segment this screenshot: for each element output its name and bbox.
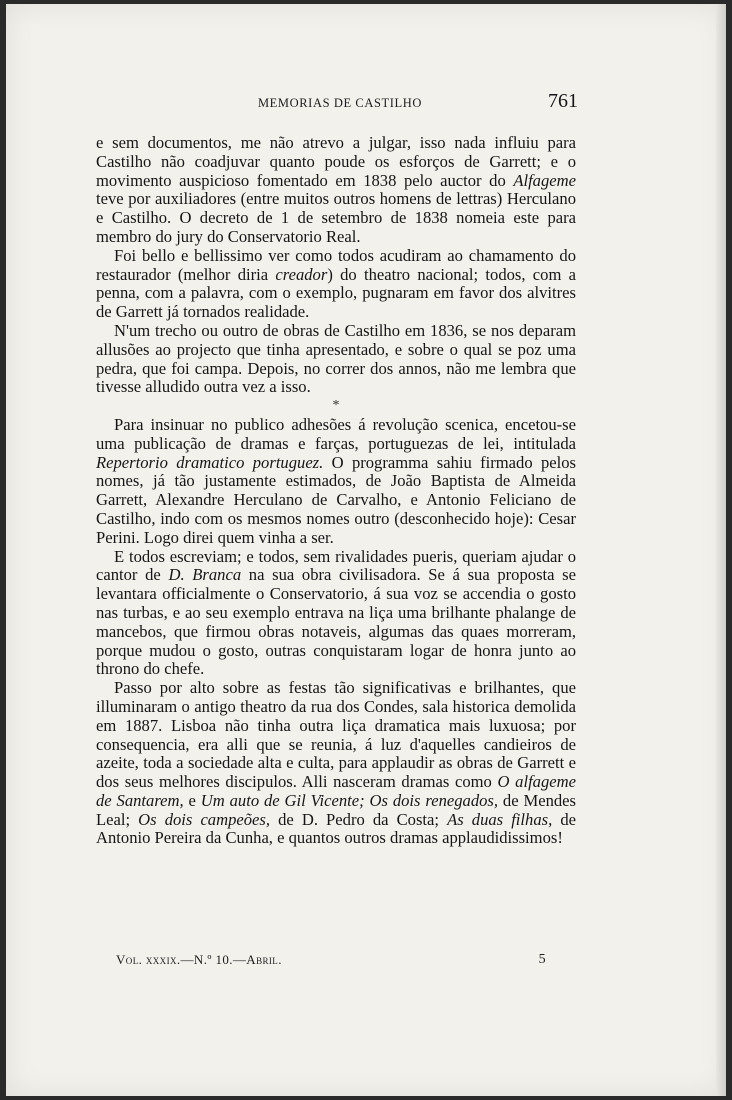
- page-number: 761: [548, 90, 578, 112]
- page-edge: [716, 4, 726, 1096]
- text-run: e: [183, 790, 201, 810]
- italic-title: Alfageme: [513, 170, 576, 190]
- italic-title: As duas filhas,: [447, 809, 553, 829]
- text-run: E todos escreviam; e todos, sem rivalidades pueris, queriam ajudar o cantor de: [96, 546, 576, 585]
- section-ornament: *: [332, 398, 340, 414]
- text-run: de Antonio Pereira da Cunha, e quantos outros dramas applaudidissimos!: [96, 809, 576, 848]
- text-run: Foi bello e bellissimo ver como todos acudiram ao chamamento do restaurador (melhor diria: [96, 245, 576, 284]
- text-run: teve por auxiliadores (entre muitos outros homens de lettras) Herculano e Castilho. O decreto de 1 de setembro de 1838 nomeia este para membro do jury do Conservatorio Real.: [96, 189, 576, 246]
- italic-title: Os dois campeões,: [138, 809, 271, 829]
- running-head: [102, 90, 578, 114]
- text-run: e sem documentos, me não atrevo a julgar, isso nada influiu para Castilho não coadjuvar quanto poude os esforços de Garrett; e o movimento auspicioso fomentado em 1838 pelo auctor do: [96, 133, 576, 190]
- italic-title: O alfageme de Santarem,: [96, 772, 576, 810]
- text-run: Para insinuar no publico adhesões á revolução scenica, encetou-se uma publicação de dramas e farças, portuguezas de lei, intitulada: [96, 414, 576, 453]
- italic-title: Um auto de Gil Vicente;: [200, 790, 365, 810]
- text-run: de Mendes Leal;: [96, 790, 576, 829]
- page: [6, 4, 726, 1096]
- volume-line: Vol. xxxix.—N.º 10.—Abril.: [116, 952, 282, 967]
- body-text: [96, 134, 576, 848]
- paragraph: [96, 322, 576, 397]
- running-title: MEMORIAS DE CASTILHO: [257, 96, 423, 110]
- signature-mark: 5: [538, 952, 546, 967]
- text-run: de D. Pedro da Costa;: [270, 809, 448, 829]
- italic-word: creador: [275, 264, 328, 284]
- text-run: O programma sahiu firmado pelos nomes, já tão justamente estimados, de João Baptista de Almeida Garrett, Alexandre Herculano de Carvalho, e Antonio Feliciano de Castilho, indo com os mesmos nomes outro (desconhecido hoje): Cesar Perini. Logo direi quem vinha a ser.: [96, 452, 576, 547]
- text-run: na sua obra civilisadora. Se á sua proposta se levantara officialmente o Conservatorio, á sua voz se accendia o gosto nas turbas, e ao seu exemplo entrava na liça uma brilhante phalange de mancebos, que firmou obras notaveis, algumas das quaes morreram, porque mudou o gosto, outras conquistaram logar de honra junto ao throno do chefe.: [96, 565, 576, 679]
- paragraph: [96, 416, 576, 548]
- italic-title: D. Branca: [168, 565, 242, 585]
- italic-title: Repertorio dramatico portuguez.: [96, 452, 324, 472]
- paragraph: [96, 247, 576, 322]
- paragraph: [96, 548, 576, 680]
- text-run: N'um trecho ou outro de obras de Castilho em 1836, se nos deparam allusões ao projecto que tinha apresentado, e sobre o qual se poz uma pedra, que foi campa. Depois, no correr dos annos, não me lembra que tivesse alludido outra vez a isso.: [96, 320, 576, 397]
- text-run: ) do theatro nacional; todos, com a penna, com a palavra, com o exemplo, pugnaram em favor dos alvitres de Garrett já tornados realidade.: [96, 264, 576, 322]
- paragraph: [96, 679, 576, 848]
- text-run: Passo por alto sobre as festas tão significativas e brilhantes, que illuminaram o antigo theatro da rua dos Condes, sala historica demolida em 1887. Lisboa não tinha outra liça dramatica mais luxuosa; por consequencia, era alli que se reunia, á luz d'aquelles candieiros de azeite, toda a sociedade alta e culta, para applaudir as obras de Garrett e dos seus melhores discipulos. Alli nasceram dramas como: [96, 678, 576, 792]
- italic-title: Os dois renegados,: [369, 790, 499, 810]
- paragraph: [96, 134, 576, 247]
- footer: [116, 952, 546, 968]
